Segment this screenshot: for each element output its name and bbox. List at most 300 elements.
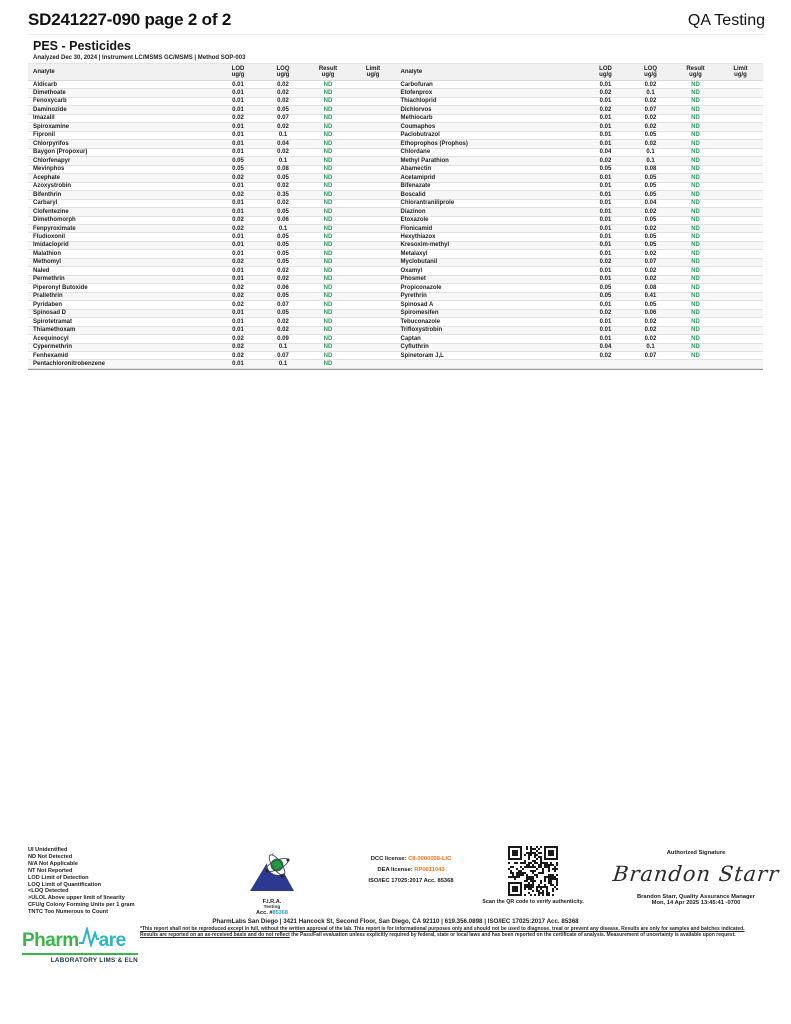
pulse-wave-icon [79,927,99,952]
authorized-signature-label: Authorized Signature [666,850,726,856]
result-value: ND [691,191,700,198]
loq-value: 0.02 [277,276,289,283]
legend-line: CFU/g Colony Forming Units per 1 gram [28,902,135,909]
loq-value: 0.05 [644,132,657,139]
loq-value: 0.05 [644,217,657,224]
lod-value: 0.01 [599,233,612,240]
analyte-name: Acetamiprid [400,174,436,181]
analyte-name: Methyl Parathion [400,157,449,164]
loq-value: 0.02 [644,81,657,88]
analyte-name: Myclobutanil [400,259,438,266]
qr-code-icon [468,846,598,896]
result-value: ND [691,225,700,232]
result-value: ND [691,217,700,224]
loq-value: 0.02 [644,98,657,105]
legend-line: >ULOL Above upper limit of linearity [28,895,125,902]
result-value: ND [691,301,700,308]
lod-value: 0.02 [599,90,612,96]
dea-license: DEA license: RP0611043 [377,867,445,873]
table-header-right [396,64,764,80]
lod-value: 0.01 [599,191,612,198]
result-value: ND [323,361,333,367]
lod-value: 0.02 [232,115,244,122]
loq-value: 0.02 [644,327,657,334]
col-loq: LOQ ug/g [276,65,290,78]
loq-value: 0.05 [277,106,289,113]
lod-value: 0.02 [232,217,244,224]
analysis-meta: Analyzed Dec 30, 2024 | Instrument LC/MSMS GC/MSMS | Method SOP-003 [33,55,246,61]
analyte-name: Fenpyroximate [33,225,76,232]
loq-value: 0.02 [277,123,289,130]
analyte-name: Hexythiazox [400,233,436,240]
loq-value: 0.1 [646,344,655,351]
lod-value: 0.01 [599,200,612,207]
analyte-name: Fenhexamid [33,352,69,359]
lod-value: 0.05 [232,166,244,173]
loq-value: 0.1 [278,132,288,139]
result-value: ND [691,81,700,88]
legend-line: N/A Not Applicable [28,860,78,867]
fira-name: F.I.R.A. [262,899,282,905]
lod-value: 0.01 [232,200,244,207]
result-value: ND [691,115,700,122]
lod-value: 0.01 [599,140,612,147]
signature-timestamp: Mon, 14 Apr 2025 13:45:41 -0700 [651,900,741,906]
result-value: ND [691,242,700,249]
result-value: ND [323,174,333,181]
lod-value: 0.01 [599,208,612,215]
lod-value: 0.01 [232,233,244,240]
loq-value: 0.05 [644,233,657,240]
col-analyte: Analyte [33,68,55,75]
analyte-name: Pyridaben [33,301,63,308]
lod-value: 0.01 [599,183,612,190]
col-analyte: Analyte [400,68,423,75]
loq-value: 0.08 [644,166,657,173]
result-value: ND [323,217,333,224]
lod-value: 0.04 [599,344,612,351]
analyte-name: Flonicamid [400,225,433,232]
analyte-name: Pyrethrin [400,293,427,300]
lod-value: 0.01 [599,98,612,105]
result-value: ND [691,106,700,113]
result-value: ND [691,327,700,334]
analyte-name: Bifenthrin [33,191,62,198]
result-value: ND [323,233,333,240]
loq-value: 0.05 [277,174,289,181]
analyte-name: Chlorfenapyr [33,157,71,164]
loq-value: 0.1 [646,157,655,164]
analyte-name: Cyfluthrin [400,344,429,351]
analyte-name: Prallethrin [33,293,63,300]
lod-value: 0.01 [232,140,244,147]
result-value: ND [691,293,700,300]
result-value: ND [691,276,700,283]
analyte-name: Carbofuran [400,81,433,88]
analyte-name: Cypermethrin [33,344,73,351]
result-value: ND [323,157,333,164]
lod-value: 0.01 [232,90,244,96]
result-value: ND [691,250,700,257]
lod-value: 0.05 [599,166,612,173]
analyte-name: Aldicarb [33,81,58,88]
lod-value: 0.01 [232,318,244,325]
lod-value: 0.01 [232,250,244,257]
analyte-name: Spinosad A [400,301,434,308]
loq-value: 0.05 [644,242,657,249]
analyte-name: Thiamethoxam [33,327,76,334]
analyte-name: Acequinocyl [33,335,69,342]
result-value: ND [323,327,333,334]
abbreviation-legend [28,847,135,916]
analyte-name: Ethoprophos (Prophos) [400,140,468,147]
analyte-name: Dichlorvos [400,106,432,113]
result-value: ND [323,259,333,266]
report-id-title: SD241227-090 page 2 of 2 [28,10,232,29]
loq-value: 0.05 [644,174,657,181]
result-value: ND [691,123,700,130]
result-value: ND [691,208,700,215]
pharmware-logo [22,927,138,964]
lod-value: 0.01 [599,267,612,274]
loq-value: 0.05 [277,208,289,215]
result-value: ND [691,140,700,147]
lod-value: 0.01 [599,123,612,130]
loq-value: 0.05 [644,191,657,198]
result-value: ND [691,174,700,181]
signature-block [606,850,786,906]
lod-value: 0.01 [599,327,612,334]
loq-value: 0.05 [277,242,289,249]
lod-value: 0.01 [232,123,244,130]
lod-value: 0.01 [599,242,612,249]
qr-caption: Scan the QR code to verify authenticity. [482,899,584,905]
lod-value: 0.01 [232,106,244,113]
loq-value: 0.05 [277,293,289,300]
lod-value: 0.01 [599,276,612,283]
fira-sub: Testing [263,905,281,910]
fira-logo-icon [246,880,298,897]
loq-value: 0.06 [277,284,289,291]
loq-value: 0.07 [277,352,289,359]
lod-value: 0.01 [232,267,244,274]
result-value: ND [323,293,333,300]
analyte-name: Propiconazole [400,284,442,291]
result-value: ND [323,166,333,173]
analyte-name: Baygon (Propoxur) [33,149,88,156]
loq-value: 0.06 [277,217,289,224]
analyte-name: Phosmet [400,276,426,283]
analyte-name: Mevinphos [33,166,65,173]
pesticide-table-body [28,81,763,369]
result-value: ND [323,90,333,96]
table-header-row [28,63,763,81]
col-lod: LOD ug/g [599,65,612,78]
loq-value: 0.06 [644,310,657,317]
result-value: ND [323,98,333,105]
loq-value: 0.07 [277,301,289,308]
analyte-name: Permethrin [33,276,65,283]
lod-value: 0.02 [232,301,244,308]
analyte-name: Naled [33,267,50,274]
col-limit: Limit ug/g [365,65,381,78]
loq-value: 0.04 [644,200,657,207]
loq-value: 0.02 [277,90,289,96]
result-value: ND [323,352,333,359]
lod-value: 0.01 [232,242,244,249]
lod-value: 0.01 [232,327,244,334]
loq-value: 0.02 [277,81,289,88]
result-value: ND [323,225,333,232]
lod-value: 0.02 [232,284,244,291]
lod-value: 0.01 [599,250,612,257]
legend-line: LOD Limit of Detection [28,874,89,881]
fira-accreditation-block [238,849,306,916]
result-value: ND [323,301,333,308]
result-value: ND [323,149,333,156]
analyte-name: Fipronil [33,132,55,139]
loq-value: 0.05 [644,301,657,308]
result-value: ND [323,191,333,198]
analyte-name: Clofentezine [33,208,69,215]
lod-value: 0.01 [599,115,612,122]
lod-value: 0.02 [232,259,244,266]
loq-value: 0.02 [644,250,657,257]
lod-value: 0.02 [232,352,244,359]
loq-value: 0.05 [277,259,289,266]
loq-value: 0.02 [277,200,289,207]
loq-value: 0.02 [277,267,289,274]
brand-pharm-text: Pharm [22,930,79,951]
lod-value: 0.05 [232,157,244,164]
loq-value: 0.08 [644,284,657,291]
analyte-name: Piperonyl Butoxide [33,284,88,291]
loq-value: 0.04 [277,140,289,147]
legend-line: UI Unidentified [28,847,68,853]
lod-value: 0.05 [599,293,612,300]
analyte-name: Captan [400,335,421,342]
result-value: ND [691,318,700,325]
lod-value: 0.01 [599,225,612,232]
loq-value: 0.02 [644,140,657,147]
iso-accreditation: ISO/IEC 17025:2017 Acc. 85368 [368,878,454,884]
result-value: ND [323,250,333,257]
analyte-name: Paclobutrazol [400,132,440,139]
result-value: ND [323,183,333,190]
result-value: ND [691,90,700,96]
analyte-name: Spirotetramat [33,318,73,325]
result-value: ND [323,132,333,139]
analyte-name: Kresoxim-methyl [400,242,450,249]
result-value: ND [691,166,700,173]
dcc-license: DCC license: C8-0000098-LIC [370,856,452,862]
loq-value: 0.1 [646,90,655,96]
signature-script: Brandon Starr [611,862,781,886]
analyte-name: Tebuconazole [400,318,441,325]
loq-value: 0.1 [278,225,288,232]
analyte-name: Malathion [33,250,61,257]
loq-value: 0.07 [644,106,657,113]
legend-line: NT Not Reported [28,867,73,874]
table-header-left [28,64,396,80]
loq-value: 0.02 [277,149,289,156]
qr-verification-block [468,846,598,905]
lod-value: 0.01 [232,276,244,283]
analyte-name: Imazalil [33,115,55,122]
lod-value: 0.01 [599,174,612,181]
analyte-name: Oxamyl [400,267,423,274]
loq-value: 0.41 [644,293,657,300]
result-value: ND [323,335,333,342]
loq-value: 0.05 [644,183,657,190]
loq-value: 0.07 [644,259,657,266]
fira-accreditation-number: Acc. #85368 [255,910,289,916]
analyte-name: Pentachloronitrobenzene [33,361,106,367]
col-result: Result ug/g [318,65,338,78]
loq-value: 0.02 [644,335,657,342]
analyte-name: Dimethomorph [33,217,76,224]
loq-value: 0.05 [277,233,289,240]
loq-value: 0.02 [644,318,657,325]
result-value: ND [323,123,333,130]
loq-value: 0.02 [644,225,657,232]
lod-value: 0.01 [599,335,612,342]
result-value: ND [691,284,700,291]
analyte-name: Methomyl [33,259,62,266]
result-value: ND [691,149,700,156]
analyte-name: Chlordane [400,149,431,156]
loq-value: 0.05 [277,310,289,317]
analyte-name: Azoxystrobin [33,183,72,190]
result-value: ND [323,267,333,274]
result-value: ND [323,276,333,283]
analyte-name: Spinosad D [33,310,67,317]
legend-line: LOQ Limit of Quantification [28,881,102,888]
result-value: ND [323,208,333,215]
lod-value: 0.02 [232,191,244,198]
lod-value: 0.02 [232,174,244,181]
legend-line: ND Not Detected [28,853,73,860]
lod-value: 0.01 [232,361,244,367]
loq-value: 0.02 [644,115,657,122]
analyte-name: Etofenprox [400,90,433,96]
result-value: ND [323,318,333,325]
lod-value: 0.02 [599,310,612,317]
lod-value: 0.01 [232,98,244,105]
analyte-name: Methiocarb [400,115,433,122]
loq-value: 0.02 [644,123,657,130]
result-value: ND [691,352,700,359]
result-value: ND [323,242,333,249]
qa-testing-label: QA Testing [687,12,765,29]
result-value: ND [323,81,333,88]
analyte-name: Imidacloprid [33,242,69,249]
analyte-name: Daminozide [33,106,67,113]
result-value: ND [691,98,700,105]
analyte-name: Fludioxonil [33,233,65,240]
analyte-name: Dimethoate [33,90,66,96]
analyte-name: Chlorantraniliprole [400,200,455,207]
result-value: ND [691,267,700,274]
signer-name-title: Brandon Starr, Quality Assurance Manager [636,894,755,900]
col-limit: Limit ug/g [733,65,748,78]
lod-value: 0.02 [232,225,244,232]
loq-value: 0.02 [644,208,657,215]
report-disclaimer: *This report shall not be reproduced except in full, without the written approval of the lab. This report is for informational purposes only and should not be used to diagnose, treat or prevent any disease. Results are only for samples and batches indicated. Results are reported on an as-received basis and do not reflect the Pass/Fail evaluation unless explicitly required by federal, state or local laws and has been reported on the certificate of analysis. Measurement of uncertainty is available upon request. [140,926,745,938]
lod-value: 0.01 [232,132,244,139]
result-value: ND [691,259,700,266]
loq-value: 0.07 [277,115,289,122]
lod-value: 0.01 [599,301,612,308]
result-value: ND [691,200,700,207]
loq-value: 0.02 [277,183,289,190]
lod-value: 0.01 [232,81,244,88]
analyte-name: Metalaxyl [400,250,428,257]
result-value: ND [323,106,333,113]
lod-value: 0.02 [599,352,612,359]
lod-value: 0.01 [599,318,612,325]
brand-subtitle: LABORATORY LIMS & ELN [50,957,138,964]
analyte-name: Etoxazole [400,217,429,224]
loq-value: 0.07 [644,352,657,359]
lod-value: 0.02 [232,335,244,342]
loq-value: 0.08 [277,166,289,173]
result-value: ND [691,344,700,351]
col-result: Result ug/g [686,65,705,78]
result-value: ND [323,310,333,317]
analyte-name: Fenoxycarb [33,98,67,105]
analyte-name: Spinetoram J,L [400,352,444,359]
loq-value: 0.1 [278,361,288,367]
lod-value: 0.01 [232,208,244,215]
analyte-name: Carbaryl [33,200,58,207]
lab-address-line: PharmLabs San Diego | 3421 Hancock St, Second Floor, San Diego, CA 92110 | 619.356.0898 | ISO/IEC 17025:2017 Acc. 85368 [212,918,579,925]
lod-value: 0.02 [599,106,612,113]
lod-value: 0.02 [232,344,244,351]
loq-value: 0.09 [277,335,289,342]
loq-value: 0.05 [277,250,289,257]
col-lod: LOD ug/g [231,65,245,78]
lod-value: 0.01 [232,149,244,156]
result-value: ND [323,344,333,351]
pesticide-results-table [28,63,763,370]
legend-line: <LOQ Detected [28,888,69,895]
analyte-name: Acephate [33,174,61,181]
loq-value: 0.02 [644,276,657,283]
loq-value: 0.02 [277,318,289,325]
loq-value: 0.1 [278,157,288,164]
lod-value: 0.01 [232,310,244,317]
col-loq: LOQ ug/g [644,65,657,78]
table-row [28,360,763,368]
analyte-name: Trifloxystrobin [400,327,443,334]
loq-value: 0.35 [277,191,289,198]
analyte-name: Spiromesifen [400,310,439,317]
analyte-name: Spiroxamine [33,123,70,130]
loq-value: 0.1 [646,149,655,156]
lod-value: 0.01 [599,217,612,224]
lod-value: 0.01 [599,81,612,88]
lod-value: 0.02 [599,157,612,164]
lod-value: 0.04 [599,149,612,156]
analyte-name: Coumaphos [400,123,436,130]
analyte-name: Abamectin [400,166,432,173]
license-block [348,854,474,887]
analyte-name: Diazinon [400,208,426,215]
result-value: ND [323,140,333,147]
result-value: ND [323,284,333,291]
result-value: ND [323,115,333,122]
